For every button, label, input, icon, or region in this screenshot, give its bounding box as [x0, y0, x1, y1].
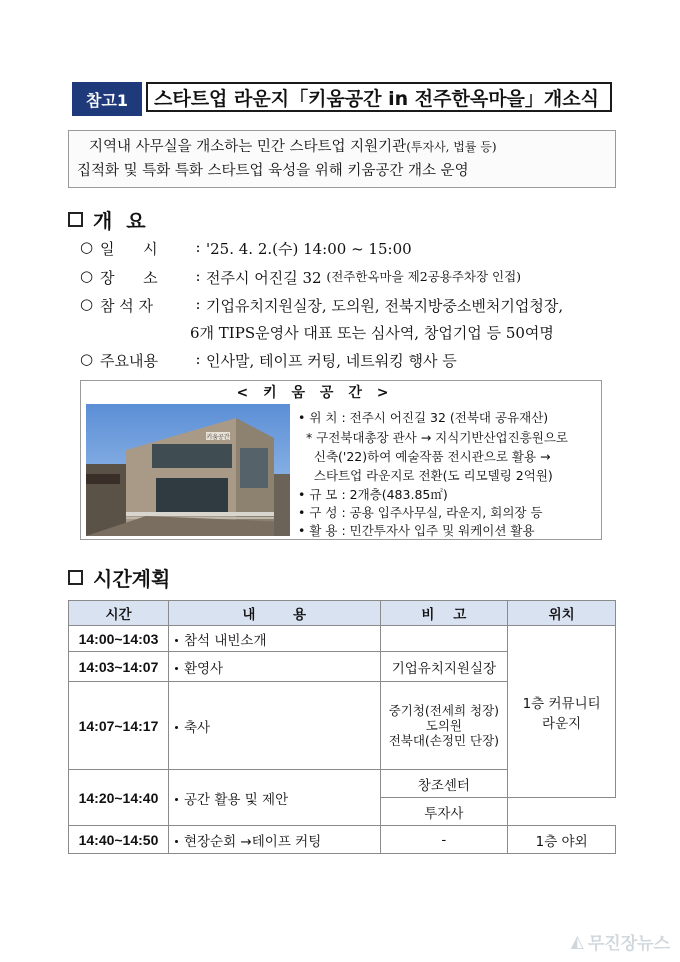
content-text: 참석 내빈소개	[183, 632, 267, 649]
overview-label	[100, 350, 190, 371]
cell-time: 14:20~14:40	[69, 770, 169, 826]
summary-line-1-text: 지역내 사무실을 개소하는 민간 스타트업 지원기관	[89, 139, 407, 155]
space-line-history-1: * 구전북대총장 관사 → 지식기반산업진흥원으로	[298, 430, 568, 445]
circle-bullet-icon: ○	[80, 350, 94, 368]
remark-line: 중기청(전세희 청장)	[388, 703, 500, 718]
overview-value: 인사말, 테이프 커팅, 네트워킹 행사 등	[206, 352, 457, 370]
cell-time: 14:00~14:03	[69, 626, 169, 652]
watermark-logo-icon: ◭	[570, 931, 584, 952]
bullet-dot-icon	[175, 667, 178, 670]
building-photo	[86, 404, 290, 536]
label-text: 참 석 자	[100, 297, 154, 315]
cell-remark	[380, 682, 508, 770]
location-line: 라운지	[542, 715, 582, 732]
column-header-location: 위치	[508, 601, 616, 626]
table-row	[69, 626, 616, 652]
summary-box	[68, 130, 616, 188]
colon: :	[195, 267, 201, 285]
column-header-content: 내 용	[168, 601, 380, 626]
bullet-dot-icon	[175, 840, 178, 843]
square-bullet-icon	[68, 570, 83, 585]
label-text: 장 소	[100, 269, 158, 287]
table-header-row	[69, 601, 616, 626]
overview-label	[100, 267, 190, 288]
bullet-dot-icon	[175, 798, 178, 801]
overview-label	[100, 238, 190, 259]
cell-content	[168, 682, 380, 770]
space-line-history-2: 신축('22)하여 예술작품 전시관으로 활용 →	[298, 449, 551, 464]
summary-line-2: 집적화 및 특화 특화 스타트업 육성을 위해 키움공간 개소 운영	[77, 163, 469, 179]
overview-item-place	[80, 267, 521, 288]
overview-label	[100, 295, 190, 316]
space-line-size: • 규 모 : 2개층(483.85㎡)	[298, 487, 448, 502]
cell-content	[168, 626, 380, 652]
overview-heading-text: 개 요	[93, 209, 146, 233]
circle-bullet-icon: ○	[80, 295, 94, 313]
bullet-dot-icon	[175, 726, 178, 729]
cell-time: 14:40~14:50	[69, 826, 169, 854]
column-header-time: 시간	[69, 601, 169, 626]
watermark	[571, 929, 670, 954]
label-text: 일 시	[100, 240, 158, 258]
schedule-heading	[68, 563, 170, 592]
bullet-dot-icon	[175, 639, 178, 642]
summary-line-1	[77, 135, 607, 159]
overview-value: 6개 TIPS운영사 대표 또는 심사역, 창업기업 등 50여명	[190, 324, 554, 342]
cell-location-merged	[508, 626, 616, 798]
label-text: 주요내용	[100, 352, 158, 370]
schedule-table	[68, 600, 616, 854]
colon: :	[195, 350, 201, 368]
reference-badge: 참고1	[72, 82, 142, 116]
building-photo-illustration	[86, 404, 290, 536]
colon: :	[195, 238, 201, 256]
colon: :	[195, 295, 201, 313]
overview-item-agenda	[80, 350, 457, 371]
building-sign-text: 키움공간	[206, 434, 230, 441]
content-text: 공간 활용 및 제안	[183, 791, 289, 808]
document-title: 스타트업 라운지「키움공간 in 전주한옥마을」개소식	[146, 82, 612, 112]
schedule-heading-text: 시간계획	[93, 567, 171, 591]
summary-line-1-note: (투자사, 법률 등)	[406, 140, 497, 154]
watermark-text: 무진장뉴스	[587, 934, 670, 954]
column-header-remark: 비 고	[380, 601, 508, 626]
cell-remark	[380, 626, 508, 652]
space-line-location: • 위 치 : 전주시 어진길 32 (전북대 공유재산)	[298, 410, 549, 425]
cell-remark: 창조센터	[380, 770, 508, 798]
cell-time: 14:03~14:07	[69, 652, 169, 682]
cell-remark: 투자사	[380, 798, 508, 826]
cell-time: 14:07~14:17	[69, 682, 169, 770]
overview-item-attendees	[80, 295, 563, 316]
cell-location: 1층 야외	[508, 826, 616, 854]
content-text: 환영사	[183, 660, 224, 677]
cell-content	[168, 826, 380, 854]
circle-bullet-icon: ○	[80, 267, 94, 285]
space-line-usage: • 활 용 : 민간투자사 입주 및 워케이션 활용	[298, 523, 535, 538]
space-line-composition: • 구 성 : 공용 입주사무실, 라운지, 회의장 등	[298, 505, 543, 520]
overview-heading	[68, 205, 146, 234]
overview-value: '25. 4. 2.(수) 14:00 ~ 15:00	[206, 240, 412, 258]
table-row	[69, 826, 616, 854]
cell-content	[168, 652, 380, 682]
overview-note: (전주한옥마을 제2공용주차장 인접)	[326, 269, 522, 284]
overview-item-date	[80, 238, 412, 259]
cell-remark: 기업유치지원실장	[380, 652, 508, 682]
content-text: 축사	[183, 719, 211, 736]
square-bullet-icon	[68, 212, 83, 227]
cell-content	[168, 770, 380, 826]
overview-item-attendees-cont	[190, 322, 554, 343]
remark-line: 전북대(손정민 단장)	[388, 733, 500, 748]
remark-line: 도의원	[425, 718, 462, 733]
overview-value: 기업유치지원실장, 도의원, 전북지방중소벤처기업청장,	[206, 297, 564, 315]
space-info-title: < 키 움 공 간 >	[236, 385, 394, 401]
circle-bullet-icon: ○	[80, 238, 94, 256]
location-line: 1층 커뮤니티	[522, 695, 601, 712]
cell-remark: -	[380, 826, 508, 854]
content-text: 현장순회 →테이프 커팅	[183, 833, 322, 850]
overview-value: 전주시 어진길 32	[206, 269, 322, 287]
space-line-history-3: 스타트업 라운지로 전환(도 리모델링 2억원)	[298, 468, 553, 483]
